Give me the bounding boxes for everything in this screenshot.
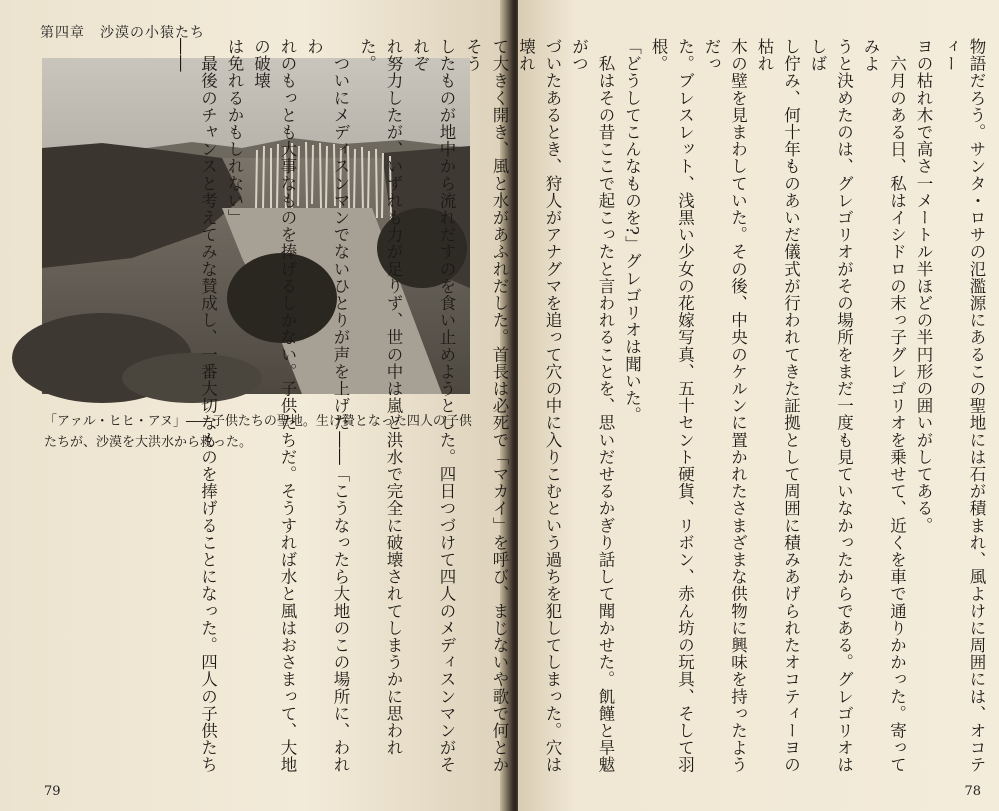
text-line: 私はその昔ここで起こったと言われることを、思いだせるかぎり話して聞かせた。飢饉と旱魃がつ [569,38,615,774]
text-line: て大きく開き、風と水があふれだした。首長は必死で「マカイ」を呼び、まじないや歌で何とかそう [463,38,509,774]
text-line: 「どうしてこんなものを?」グレゴリオは聞いた。 [622,38,642,424]
text-line: は免れるかもしれない」 [225,38,244,227]
running-head: 第四章 沙漠の小猿たち [40,25,205,41]
text-line: 物語だろう。サンタ・ロサの氾濫源にあるこの聖地には石が積まれ、風よけに周囲には、オコティー [940,38,986,774]
text-line: したものが地中から流れだすのを食い止めようとした。四日つづけて四人のメディスンマンがそれぞ [410,38,456,774]
text-line: し佇み、何十年ものあいだ儀式が行われてきた証拠として周囲に積みあげられたオコティーヨの枯れ [755,38,801,774]
photo-caption: 「アァル・ヒヒ・アヌ」――子供たちの聖地。生け贄となった四人の子供たちが、沙漠を大洪水から救った。 [44,414,472,450]
text-line: れ努力したが、いずれも力が足りず、世の中は嵐と洪水で完全に破壊されてしまうかに思われた。 [357,38,403,757]
text-line: ついにメディスンマンでないひとりが声を上げた――「こうなったら大地のこの場所に、われわ [304,38,350,774]
text-line: 六月のある日、私はイシドロの末っ子グレゴリオを乗せて、近くを車で通りかかった。寄ってみよ [861,38,907,774]
text-line: づいたあるとき、狩人がアナグマを追って穴の中に入りこむという過ちを犯してしまった。穴は壊れ [516,38,562,774]
page-number-left: 79 [44,784,61,799]
text-line: 木の壁を見まわしていた。その後、中央のケルンに置かれたさまざまな供物に興味を持ったようだっ [702,38,748,774]
text-line: うと決めたのは、グレゴリオがその場所をまだ一度も見ていなかったからである。グレゴリオはしば [808,38,854,774]
body-text [168,38,990,778]
text-line: れのもっとも大事なものを捧げるしかない。子供たちだ。そうすれば水と風はおさまって、大地の破壊 [251,38,297,774]
text-line: 最後のチャンスと考えてみな賛成し、一番大切なものを捧げることになった。四人の子供たち―― [172,38,218,774]
text-line: ヨの枯れ木で高さ一メートル半ほどの半円形の囲いがしてある。 [914,38,933,534]
page-number-right: 78 [964,784,981,799]
text-line: た。ブレスレット、浅黒い少女の花嫁写真、五十セント硬貨、リボン、赤ん坊の玩具、そして羽根。 [649,38,695,774]
